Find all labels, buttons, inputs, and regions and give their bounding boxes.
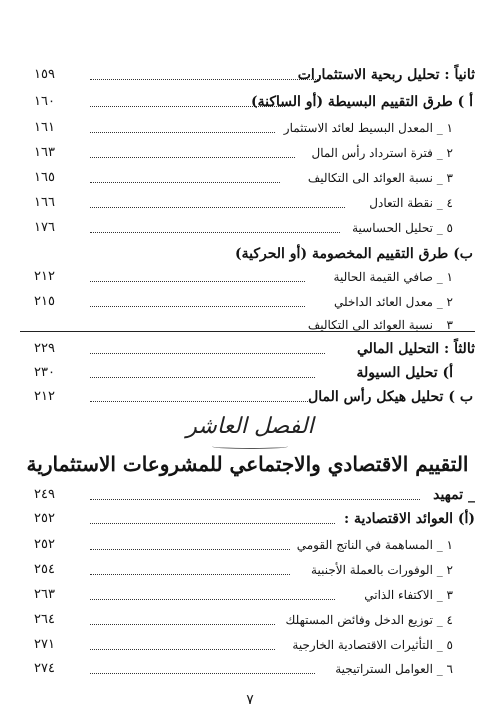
- toc-entry: [20, 312, 475, 338]
- toc-entry-title: (أ) العوائد الاقتصادية :: [343, 511, 475, 527]
- toc-page-number: ٢٧١: [34, 637, 55, 652]
- leader-dots: [90, 624, 275, 625]
- leader-dots: [90, 132, 275, 133]
- toc-entry-title: ب) طرق التقييم المخصومة (أو الحركية): [234, 246, 473, 262]
- toc-entry: [20, 557, 475, 583]
- chapter-ornament: [212, 444, 288, 449]
- toc-entry: [20, 264, 475, 290]
- leader-dots: [90, 157, 295, 158]
- leader-dots: [90, 182, 280, 183]
- toc-entry-title: ب ) تحليل هيكل رأس المال: [308, 389, 473, 405]
- toc-entry: [20, 215, 475, 241]
- leader-dots: [90, 353, 325, 354]
- toc-page-number: ١٦٣: [34, 145, 55, 160]
- leader-dots: [90, 649, 275, 650]
- toc-page-number: ٢٥٤: [34, 562, 55, 577]
- toc-entry: [20, 360, 475, 386]
- toc-entry-title: ٢ _ معدل العائد الداخلي: [333, 295, 453, 309]
- toc-entry-title: ثالثاً : التحليل المالي: [356, 341, 475, 357]
- toc-page-number: ٢٢٩: [34, 341, 55, 356]
- leader-dots: [90, 401, 310, 402]
- leader-dots: [90, 549, 290, 550]
- toc-entry-title: ٤ _ نقطة التعادل: [369, 196, 453, 210]
- toc-entry: [20, 532, 475, 558]
- divider: [20, 331, 475, 332]
- toc-page-number: ١٥٩: [34, 67, 55, 82]
- leader-dots: [90, 523, 335, 524]
- toc-page-number: ٢٣٠: [34, 365, 55, 380]
- leader-dots: [90, 207, 345, 208]
- toc-page-number: ١٦٦: [34, 195, 55, 210]
- toc-page-number: ١٦٥: [34, 170, 55, 185]
- leader-dots: [90, 599, 335, 600]
- toc-entry-title: أ) تحليل السيولة: [356, 365, 453, 381]
- toc-entry: [20, 140, 475, 166]
- toc-entry-title: ٢ _ الوفورات بالعملة الأجنبية: [311, 563, 453, 577]
- toc-page-number: ٢٤٩: [34, 487, 55, 502]
- leader-dots: [90, 574, 290, 575]
- toc-page-number: ١٧٦: [34, 220, 55, 235]
- toc-page-number: ٢٥٢: [34, 511, 55, 526]
- toc-entry: [20, 115, 475, 141]
- toc-page-number: ٢١٥: [34, 294, 55, 309]
- leader-dots: [90, 377, 315, 378]
- toc-entry-title: ثانياً : تحليل ربحية الاستثمارات: [297, 67, 475, 83]
- toc-entry-title: ٥ _ تحليل الحساسية: [352, 221, 453, 235]
- page-number: ٧: [246, 692, 254, 708]
- toc-entry: [20, 632, 475, 658]
- toc-entry-title: ٣ _ نسبة العوائد الى التكاليف: [307, 318, 453, 332]
- toc-page-number: ٢٦٣: [34, 587, 55, 602]
- toc-entry: [20, 384, 475, 410]
- toc-entry-title: ٦ _ العوامل الستراتيجية: [335, 662, 453, 676]
- toc-entry: [20, 62, 475, 88]
- leader-dots: [90, 232, 340, 233]
- leader-dots: [90, 673, 315, 674]
- toc-page-number: ٢١٢: [34, 389, 55, 404]
- toc-entry: [20, 165, 475, 191]
- toc-page-number: ١٦٠: [34, 94, 55, 109]
- leader-dots: [90, 281, 305, 282]
- toc-entry-title: ١ _ صافي القيمة الحالية: [333, 270, 453, 284]
- toc-entry-title: ١ _ المعدل البسيط لعائد الاستثمار: [283, 121, 453, 135]
- toc-entry-title: ٤ _ توزيع الدخل وفائض المستهلك: [285, 613, 453, 627]
- toc-entry: [20, 656, 475, 682]
- toc-entry-title: ٣ _ نسبة العوائد الى التكاليف: [307, 171, 453, 185]
- toc-entry: [20, 336, 475, 362]
- toc-entry-title: ٣ _ الاكتفاء الذاتي: [364, 588, 453, 602]
- toc-entry-title: _ تمهيد: [433, 487, 475, 503]
- toc-entry: [20, 482, 475, 508]
- toc-entry: [20, 89, 475, 115]
- toc-entry-title: ٥ _ التأثيرات الاقتصادية الخارجية: [292, 638, 453, 652]
- toc-page-number: ٢٥٢: [34, 537, 55, 552]
- chapter-heading: الفصل العاشر: [186, 414, 314, 439]
- toc-entry: [20, 607, 475, 633]
- leader-dots: [90, 79, 320, 80]
- toc-entry: [20, 506, 475, 532]
- toc-entry-title: ٢ _ فترة استرداد رأس المال: [311, 146, 453, 160]
- toc-entry: [20, 190, 475, 216]
- toc-entry-title: ١ _ المساهمة في الناتج القومي: [296, 538, 453, 552]
- leader-dots: [90, 306, 305, 307]
- toc-entry: [20, 582, 475, 608]
- toc-page-number: ٢٦٤: [34, 612, 55, 627]
- toc-page-number: ١٦١: [34, 120, 55, 135]
- leader-dots: [90, 499, 420, 500]
- chapter-title: التقييم الاقتصادي والاجتماعي للمشروعات الاستثمارية: [26, 452, 469, 476]
- toc-entry-title: أ ) طرق التقييم البسيطة (أو الساكنة): [250, 94, 473, 110]
- toc-page-number: ٢٧٤: [34, 661, 55, 676]
- toc-page-number: ٢١٢: [34, 269, 55, 284]
